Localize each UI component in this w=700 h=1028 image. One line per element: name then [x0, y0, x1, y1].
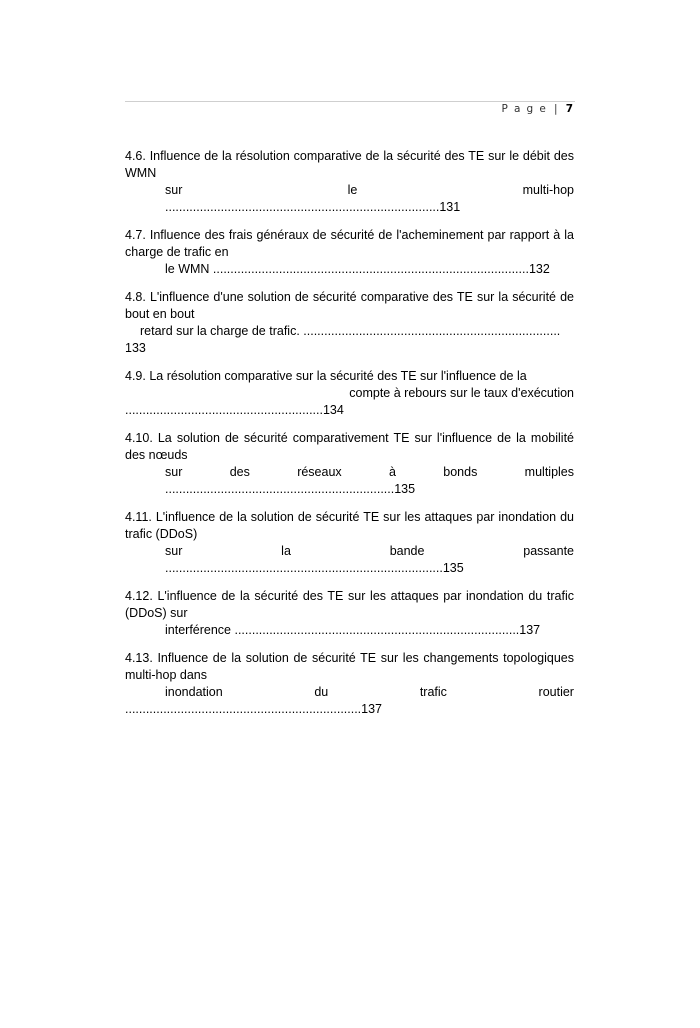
toc-entry-page: 133 — [125, 341, 146, 355]
toc-entry-leader: ...............................................................................131 — [165, 200, 461, 214]
header-rule — [125, 101, 575, 102]
toc-word: le — [347, 183, 358, 197]
table-of-contents — [125, 148, 574, 729]
toc-entry-leader: retard sur la charge de trafic. .......................................................................... — [140, 324, 561, 338]
page-separator: | — [553, 103, 559, 115]
toc-entry-leader: .........................................................134 — [125, 403, 344, 417]
toc-word: à — [389, 465, 396, 479]
toc-word: des — [229, 465, 250, 479]
toc-entry-4-7 — [125, 227, 574, 278]
toc-entry-4-12 — [125, 588, 574, 639]
toc-entry-4-8 — [125, 289, 574, 357]
page-word: P a g e — [501, 103, 548, 115]
toc-entry-4-6 — [125, 148, 574, 216]
toc-word: sur — [165, 183, 183, 197]
toc-entry-heading: 4.11. L'influence de la solution de sécurité TE sur les attaques par inondation du trafic (DDoS) — [125, 510, 574, 541]
toc-entry-continuation — [125, 182, 574, 199]
toc-entry-heading: 4.12. L'influence de la sécurité des TE sur les attaques par inondation du trafic (DDoS) sur — [125, 589, 574, 620]
toc-entry-heading: 4.10. La solution de sécurité comparativement TE sur l'influence de la mobilité des nœuds — [125, 431, 574, 462]
toc-entry-continuation — [125, 543, 574, 560]
toc-word: bonds — [443, 465, 478, 479]
toc-entry-4-10 — [125, 430, 574, 498]
toc-entry-4-11 — [125, 509, 574, 577]
toc-word: bande — [389, 544, 425, 558]
toc-entry-continuation: compte à rebours sur le taux d'exécution — [349, 386, 574, 400]
toc-word: passante — [523, 544, 574, 558]
toc-word: sur — [165, 544, 183, 558]
toc-word: inondation — [165, 685, 223, 699]
toc-entry-heading: 4.8. L'influence d'une solution de sécurité comparative des TE sur la sécurité de bout en bout — [125, 290, 574, 321]
toc-word: multiples — [524, 465, 574, 479]
page-number-label — [502, 103, 573, 115]
toc-entry-heading: 4.7. Influence des frais généraux de sécurité de l'acheminement par rapport à la charge de trafic en — [125, 228, 574, 259]
toc-entry-leader: interférence ..................................................................................137 — [165, 623, 541, 637]
toc-entry-heading: 4.9. La résolution comparative sur la sécurité des TE sur l'influence de la — [125, 369, 527, 383]
toc-word: trafic — [419, 685, 447, 699]
toc-entry-leader: ................................................................................135 — [165, 561, 464, 575]
toc-word: routier — [538, 685, 574, 699]
page-number: 7 — [565, 103, 573, 115]
toc-entry-heading: 4.13. Influence de la solution de sécurité TE sur les changements topologiques multi-hop dans — [125, 651, 574, 682]
toc-entry-4-13 — [125, 650, 574, 718]
toc-entry-heading: 4.6. Influence de la résolution comparative de la sécurité des TE sur le débit des WMN — [125, 149, 574, 180]
toc-entry-continuation — [125, 464, 574, 481]
toc-word: réseaux — [297, 465, 342, 479]
toc-word: du — [314, 685, 329, 699]
toc-entry-leader: le WMN ...........................................................................................132 — [165, 262, 550, 276]
toc-entry-leader: ....................................................................137 — [125, 702, 383, 716]
toc-entry-4-9 — [125, 368, 574, 419]
toc-word: la — [281, 544, 291, 558]
toc-word: multi-hop — [522, 183, 574, 197]
toc-entry-leader: ..................................................................135 — [165, 482, 416, 496]
toc-word: sur — [165, 465, 183, 479]
toc-entry-continuation — [125, 684, 574, 701]
